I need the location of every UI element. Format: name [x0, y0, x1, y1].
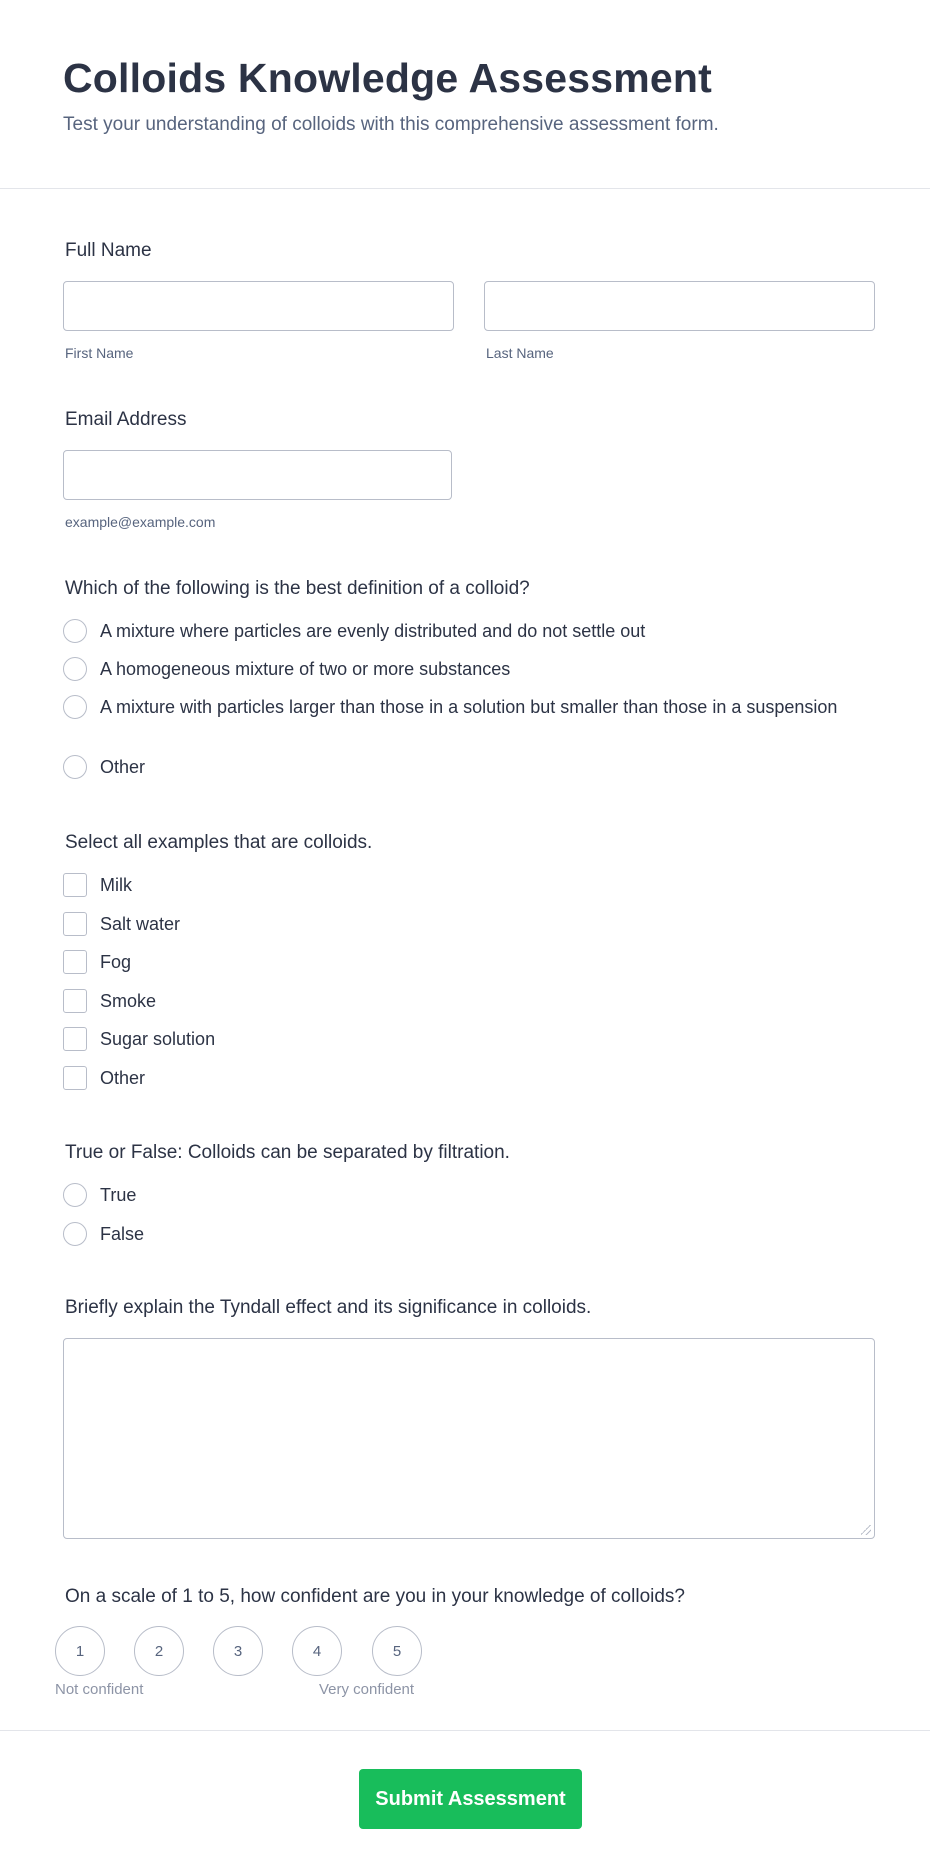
radio-button[interactable]	[63, 657, 87, 681]
option-label: A mixture with particles larger than those in a solution but smaller than those in a suspension	[100, 697, 838, 717]
radio-button[interactable]	[63, 1222, 87, 1246]
footer-divider	[0, 1730, 930, 1731]
full-name-label: Full Name	[65, 240, 152, 261]
scale-option-3[interactable]: 3	[213, 1626, 263, 1676]
scale-option-1[interactable]: 1	[55, 1626, 105, 1676]
checkbox[interactable]	[63, 1066, 87, 1090]
checkbox[interactable]	[63, 873, 87, 897]
definition-question-label: Which of the following is the best definition of a colloid?	[65, 578, 530, 599]
option-label: A mixture where particles are evenly distributed and do not settle out	[100, 621, 646, 641]
examples-option-other[interactable]	[63, 1067, 853, 1090]
form-title: Colloids Knowledge Assessment	[63, 55, 713, 101]
first-name-input[interactable]	[63, 281, 454, 331]
filtration-option-true[interactable]	[63, 1184, 853, 1207]
form-header	[0, 0, 930, 189]
last-name-sublabel: Last Name	[486, 345, 554, 361]
examples-option-milk[interactable]	[63, 874, 853, 897]
definition-option-2[interactable]	[63, 658, 853, 681]
definition-option-1[interactable]	[63, 620, 853, 643]
option-label: Fog	[100, 952, 132, 972]
email-input[interactable]	[63, 450, 452, 500]
confidence-question-label: On a scale of 1 to 5, how confident are you in your knowledge of colloids?	[65, 1586, 685, 1607]
email-sublabel: example@example.com	[65, 514, 216, 530]
tyndall-answer-textarea[interactable]	[63, 1338, 875, 1539]
form-subtitle: Test your understanding of colloids with this comprehensive assessment form.	[63, 114, 719, 135]
option-label: Sugar solution	[100, 1029, 216, 1049]
filtration-option-false[interactable]	[63, 1223, 853, 1246]
examples-option-smoke[interactable]	[63, 990, 853, 1013]
option-label: False	[100, 1224, 145, 1244]
option-label: Other	[100, 1068, 146, 1088]
examples-option-fog[interactable]	[63, 951, 853, 974]
scale-min-caption: Not confident	[55, 1681, 144, 1698]
checkbox[interactable]	[63, 950, 87, 974]
definition-option-other[interactable]	[63, 756, 853, 779]
first-name-sublabel: First Name	[65, 345, 134, 361]
scale-option-4[interactable]: 4	[292, 1626, 342, 1676]
radio-button[interactable]	[63, 695, 87, 719]
examples-option-sugar-solution[interactable]	[63, 1028, 853, 1051]
scale-option-5[interactable]: 5	[372, 1626, 422, 1676]
option-label: Milk	[100, 875, 132, 895]
email-label: Email Address	[65, 409, 187, 430]
option-label: Smoke	[100, 991, 157, 1011]
definition-option-3[interactable]	[63, 696, 853, 719]
radio-button[interactable]	[63, 755, 87, 779]
option-label: True	[100, 1185, 137, 1205]
tyndall-question-label: Briefly explain the Tyndall effect and its significance in colloids.	[65, 1297, 592, 1318]
submit-button[interactable]: Submit Assessment	[359, 1769, 582, 1829]
option-label: Salt water	[100, 914, 181, 934]
scale-option-2[interactable]: 2	[134, 1626, 184, 1676]
examples-option-salt-water[interactable]	[63, 913, 853, 936]
examples-question-label: Select all examples that are colloids.	[65, 832, 373, 853]
resize-handle-icon[interactable]	[861, 1525, 871, 1535]
scale-max-caption: Very confident	[319, 1681, 415, 1698]
filtration-question-label: True or False: Colloids can be separated by filtration.	[65, 1142, 510, 1163]
option-label: A homogeneous mixture of two or more substances	[100, 659, 511, 679]
option-label: Other	[100, 757, 146, 777]
checkbox[interactable]	[63, 989, 87, 1013]
radio-button[interactable]	[63, 1183, 87, 1207]
checkbox[interactable]	[63, 1027, 87, 1051]
radio-button[interactable]	[63, 619, 87, 643]
last-name-input[interactable]	[484, 281, 875, 331]
checkbox[interactable]	[63, 912, 87, 936]
